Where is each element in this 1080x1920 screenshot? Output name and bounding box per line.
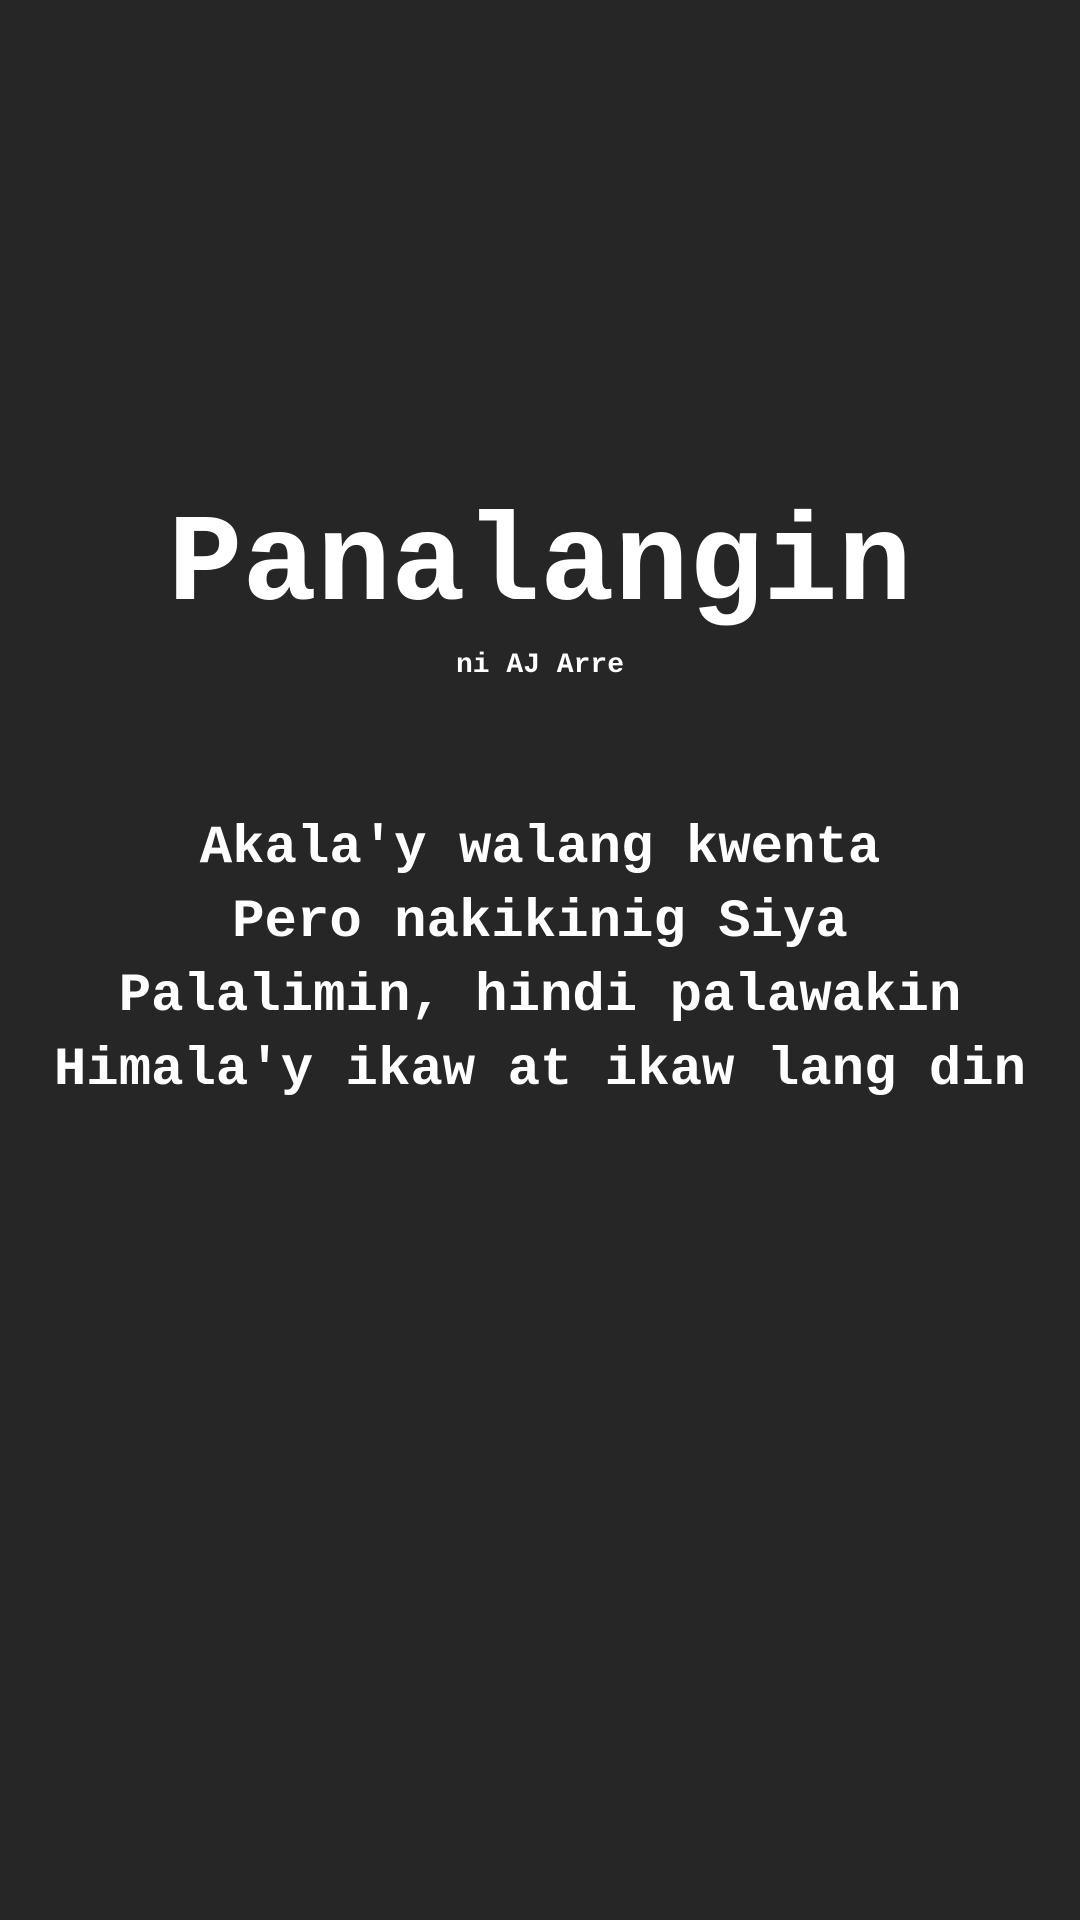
poem-line-2: Pero nakikinig Siya: [232, 892, 848, 953]
poem-author: ni AJ Arre: [455, 650, 625, 681]
poem-line-3: Palalimin, hindi palawakin: [118, 966, 962, 1027]
poem-line-1: Akala'y walang kwenta: [199, 818, 881, 879]
poem-body: [0, 812, 1080, 1108]
poem-line-4: Himala'y ikaw at ikaw lang din: [53, 1040, 1027, 1101]
poem-title: Panalangin: [167, 497, 913, 637]
